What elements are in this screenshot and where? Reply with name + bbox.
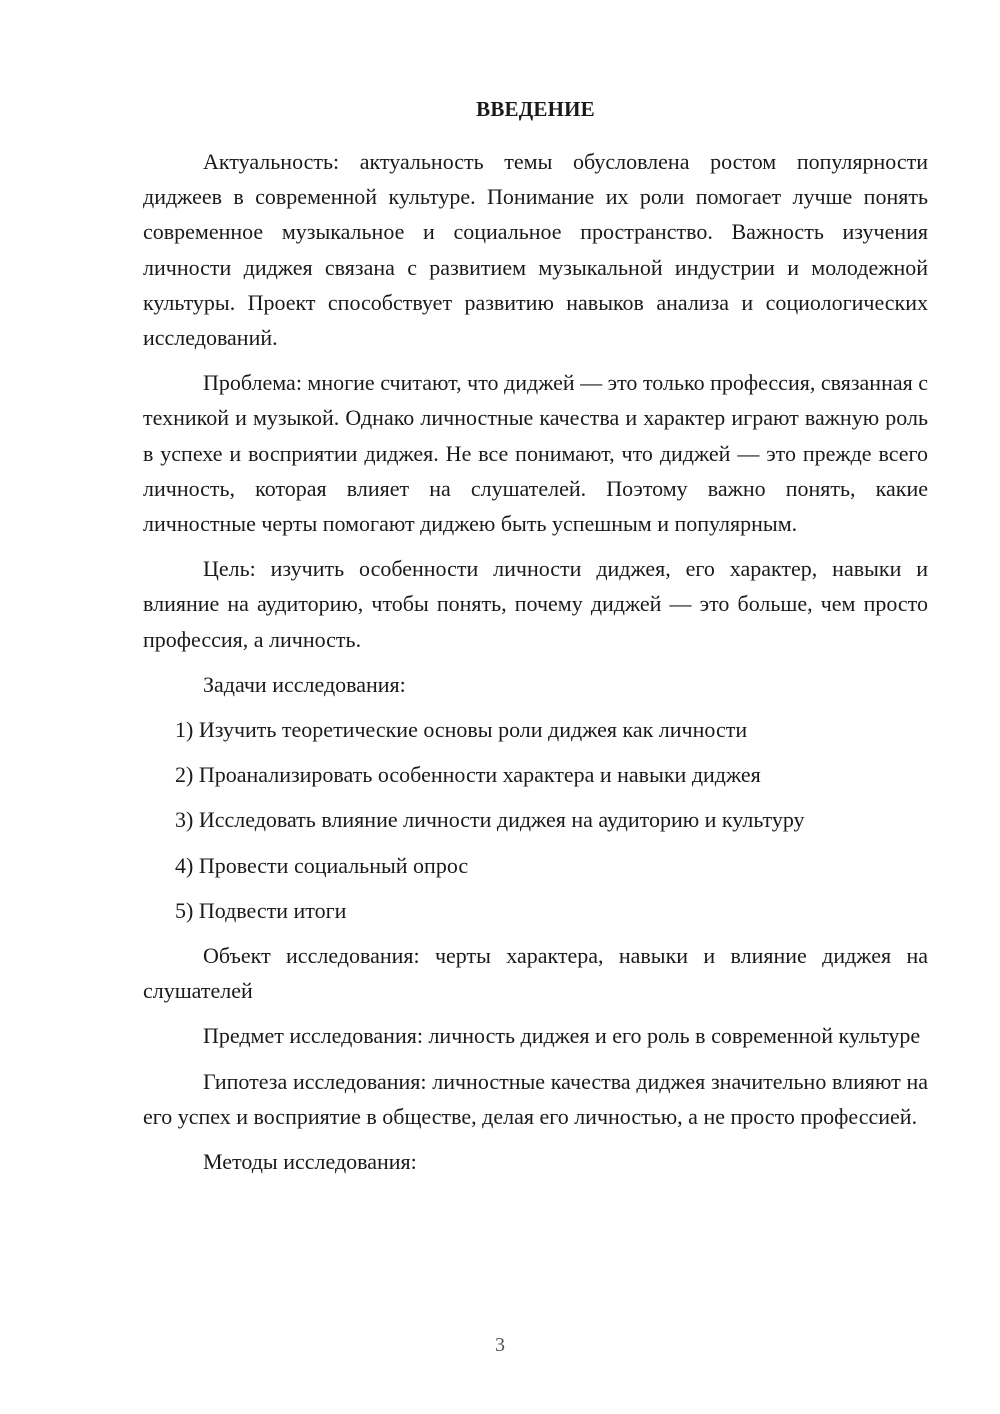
list-item: 3) Исследовать влияние личности диджея на аудиторию и культуру	[175, 807, 805, 833]
methods-heading: Методы исследования:	[203, 1149, 417, 1175]
relevance-paragraph: Актуальность: актуальность темы обусловлена ростом популярности диджеев в современной культуре. Понимание их роли помогает лучше понять современное музыкальное и социальное пространство. Важность изучения личности диджея связана с развитием музыкальной индустрии и молодежной культуры. Проект способствует развитию навыков анализа и социологических исследований.	[143, 149, 928, 351]
hypothesis-paragraph: Гипотеза исследования: личностные качества диджея значительно влияют на его успех и восприятие в обществе, делая его личностью, а не просто профессией.	[143, 1068, 928, 1129]
tasks-list	[143, 712, 928, 928]
page-number: 3	[495, 1334, 505, 1356]
object-paragraph: Объект исследования: черты характера, навыки и влияние диджея на слушателей	[143, 943, 928, 1004]
subject-paragraph: Предмет исследования: личность диджея и его роль в современной культуре	[203, 1023, 921, 1049]
tasks-heading: Задачи исследования:	[203, 671, 406, 697]
list-item: 5) Подвести итоги	[175, 897, 347, 923]
page-content	[143, 94, 928, 1189]
list-item: 2) Проанализировать особенности характера и навыки диджея	[175, 762, 761, 788]
list-item: 4) Провести социальный опрос	[175, 852, 469, 878]
section-title: ВВЕДЕНИЕ	[476, 97, 595, 121]
problem-paragraph: Проблема: многие считают, что диджей — это только профессия, связанная с техникой и музыкой. Однако личностные качества и характер играют важную роль в успехе и восприятии диджея. Не все понимают, что диджей — это прежде всего личность, которая влияет на слушателей. Поэтому важно понять, какие личностные черты помогают диджею быть успешным и популярным.	[143, 370, 928, 537]
goal-paragraph: Цель: изучить особенности личности диджея, его характер, навыки и влияние на аудиторию, чтобы понять, почему диджей — это больше, чем просто профессия, а личность.	[143, 556, 928, 652]
list-item: 1) Изучить теоретические основы роли диджея как личности	[175, 717, 748, 743]
